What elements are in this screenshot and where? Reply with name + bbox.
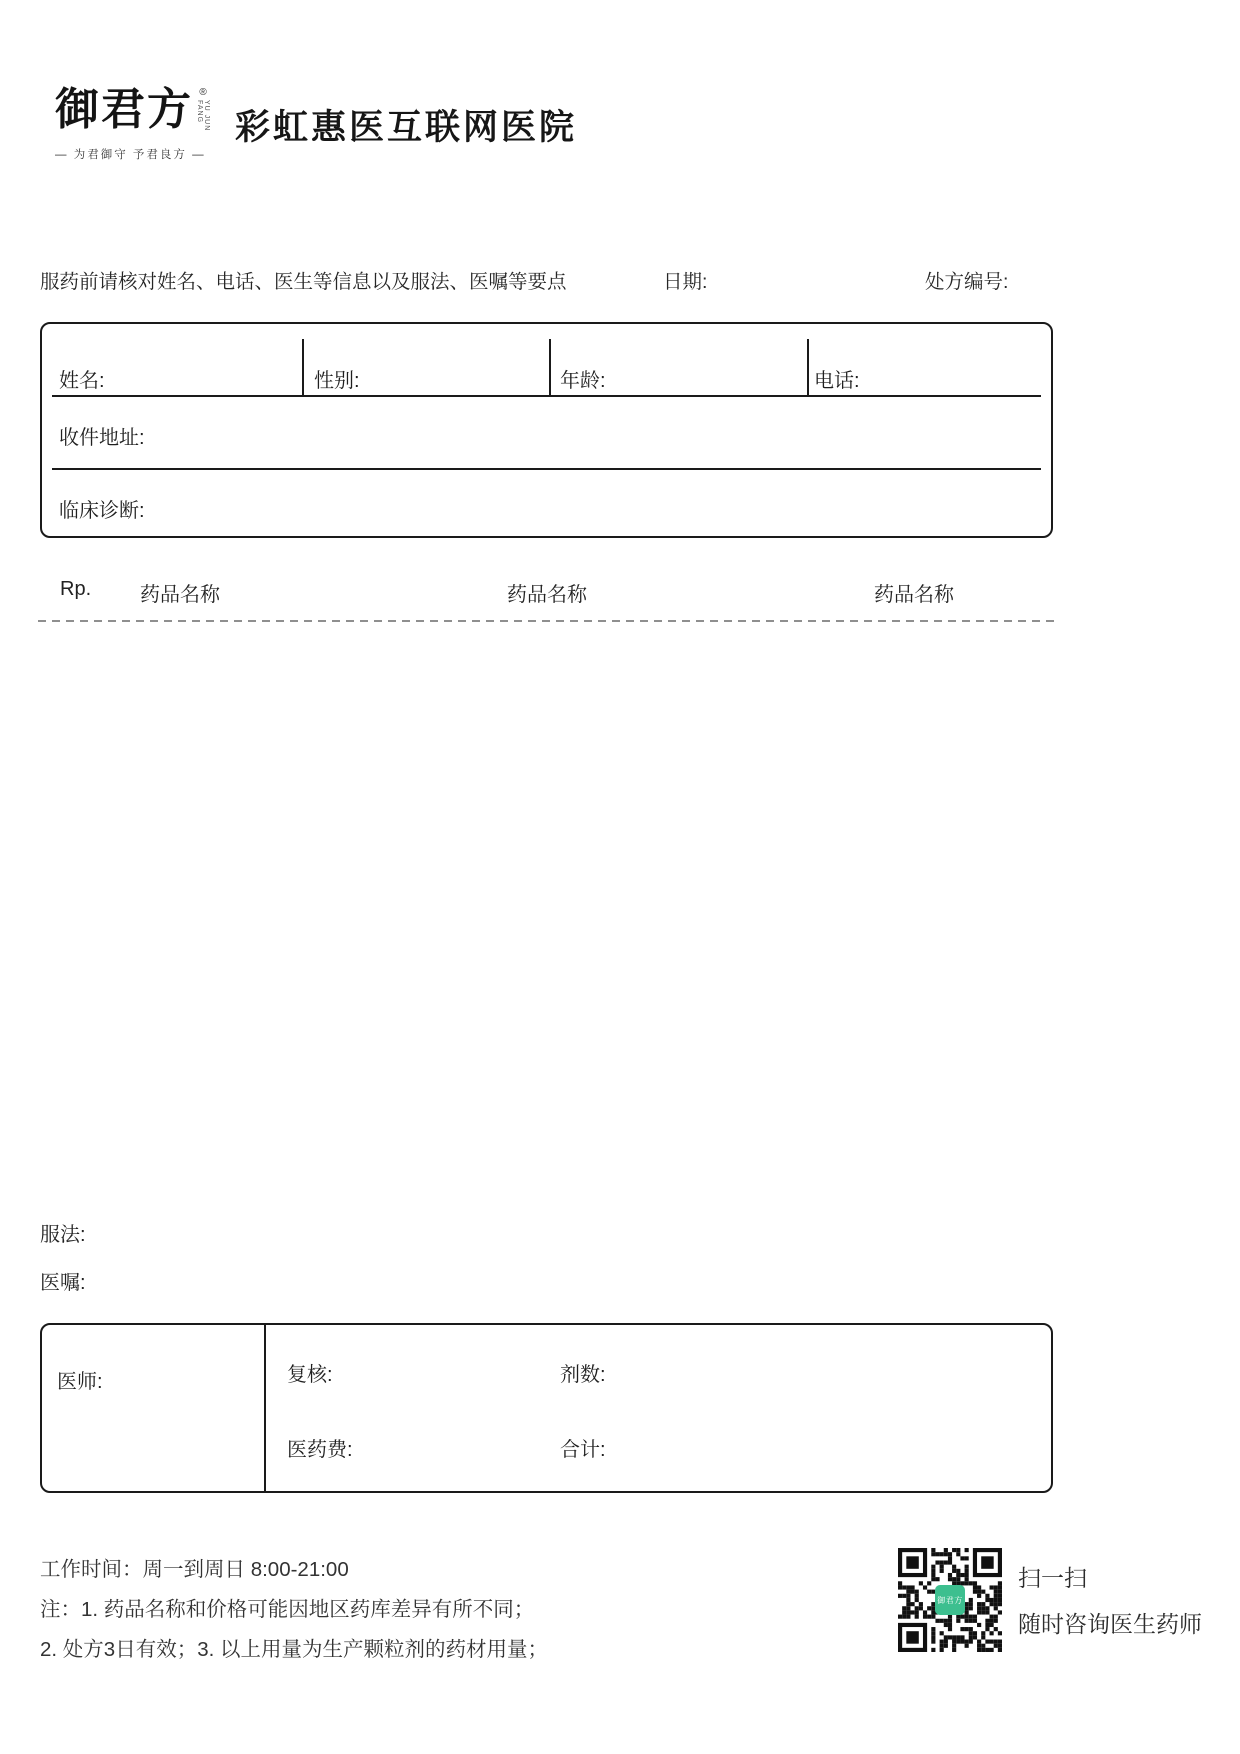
reviewer-field-label: 复核:	[287, 1364, 333, 1386]
qr-code	[898, 1548, 1002, 1652]
total-field-label: 合计:	[560, 1439, 606, 1461]
name-field-label: 姓名:	[59, 370, 105, 392]
row-divider	[52, 468, 1041, 470]
doses-field-label: 剂数:	[560, 1364, 606, 1386]
physician-field-label: 医师:	[57, 1371, 103, 1393]
logo-side-column	[196, 86, 210, 140]
rp-label: Rp.	[60, 578, 92, 600]
age-field-label: 年龄:	[560, 370, 606, 392]
drug-name-column-1: 药品名称	[140, 584, 220, 606]
scan-qr-subtitle: 随时咨询医生药师	[1018, 1611, 1202, 1637]
signature-fee-box	[40, 1323, 1053, 1493]
column-divider	[807, 339, 809, 395]
doctor-advice-field-label: 医嘱:	[40, 1272, 86, 1294]
note-line-2: 2. 处方3日有效；3. 以上用量为生产颗粒剂的药材用量；	[40, 1638, 548, 1661]
usage-field-label: 服法:	[40, 1224, 86, 1246]
pre-use-notice: 服药前请核对姓名、电话、医生等信息以及服法、医嘱等要点	[40, 271, 567, 293]
prescription-number-label: 处方编号:	[925, 271, 1009, 293]
column-divider	[264, 1325, 266, 1491]
brand-tagline: — 为君御守 予君良方 —	[55, 149, 206, 161]
registered-trademark-icon: ®	[199, 87, 207, 98]
brand-logo	[55, 86, 210, 162]
note-line-1: 注：1. 药品名称和价格可能因地区药库差异有所不同；	[40, 1598, 535, 1621]
qr-center-logo: 御君方	[935, 1585, 965, 1615]
column-divider	[302, 339, 304, 395]
gender-field-label: 性别:	[314, 370, 360, 392]
phone-field-label: 电话:	[814, 370, 860, 392]
hospital-name: 彩虹惠医互联网医院	[235, 108, 578, 147]
drug-name-column-2: 药品名称	[507, 584, 587, 606]
logo-wordmark: 御君方	[55, 84, 193, 135]
logo-vertical-text: YU JUN FANG	[196, 100, 210, 132]
working-hours-text: 工作时间：周一到周日 8:00-21:00	[40, 1558, 349, 1581]
diagnosis-field-label: 临床诊断:	[59, 500, 145, 522]
date-label: 日期:	[663, 271, 708, 293]
address-field-label: 收件地址:	[59, 427, 145, 449]
column-divider	[549, 339, 551, 395]
medicine-fee-field-label: 医药费:	[287, 1439, 353, 1461]
dashed-separator	[38, 620, 1057, 622]
patient-info-box	[40, 322, 1053, 538]
drug-name-column-3: 药品名称	[874, 584, 954, 606]
row-divider	[52, 395, 1041, 397]
scan-qr-title: 扫一扫	[1018, 1565, 1087, 1591]
